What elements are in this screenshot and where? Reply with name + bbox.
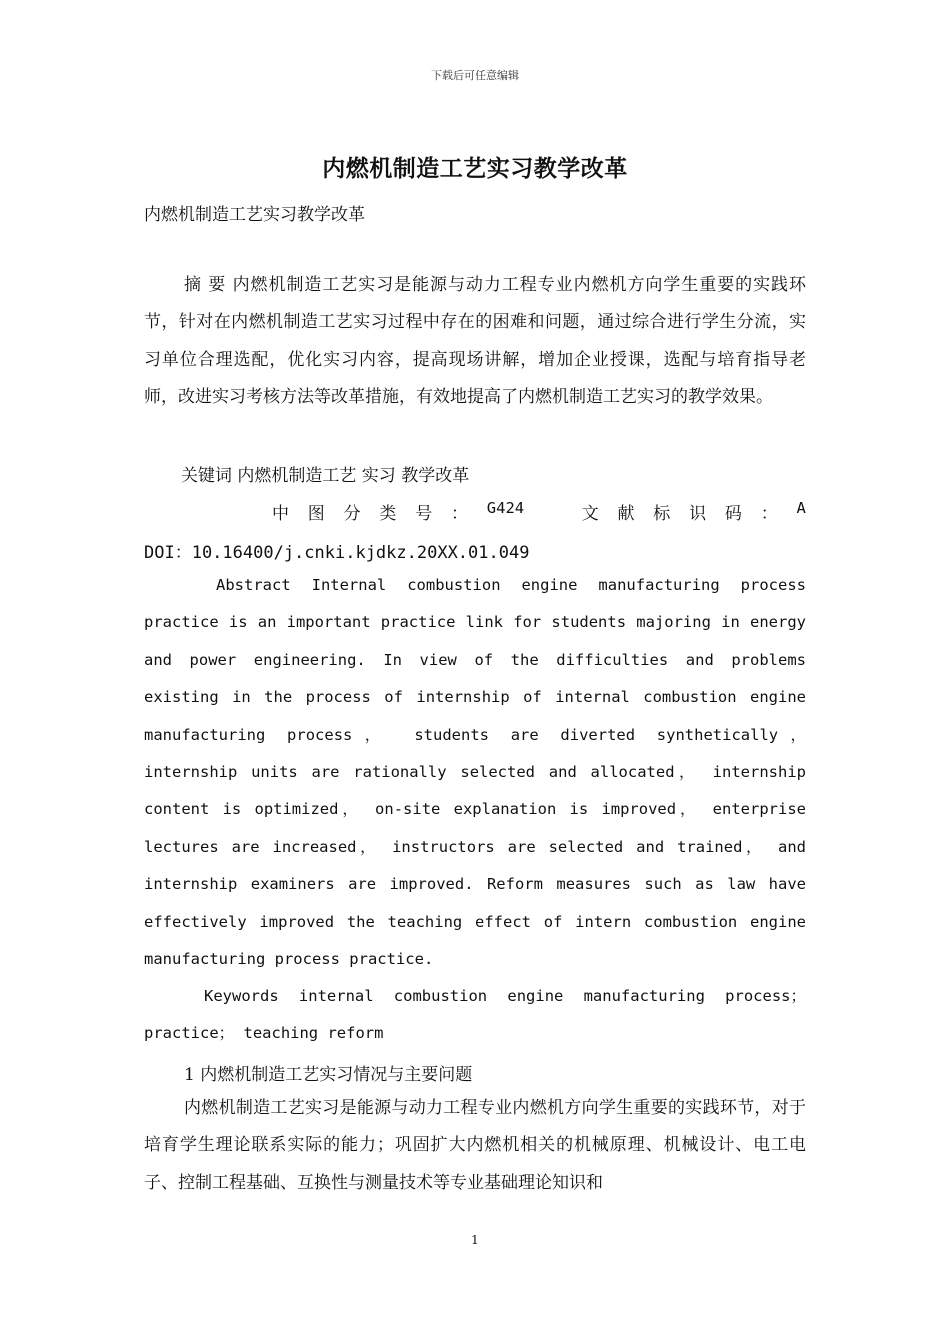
doc-char: 码 [724, 504, 742, 524]
clc-char: 图 [307, 504, 325, 524]
clc-char: 分 [343, 504, 361, 524]
doi: DOI：10.16400/j.cnki.kjdkz.20XX.01.049 [144, 543, 530, 563]
abstract-en-label: Abstract [216, 576, 291, 594]
section-body-text: 内燃机制造工艺实习是能源与动力工程专业内燃机方向学生重要的实践环节，对于培育学生理论联系实际的能力；巩固扩大内燃机相关的机械原理、机械设计、电工电子、控制工程基础、互换性与测量技术等专业基础理论知识和 [144, 1098, 806, 1193]
section-body [144, 1090, 806, 1202]
keywords-en-label: Keywords [204, 987, 279, 1005]
section-heading: 1 内燃机制造工艺实习情况与主要问题 [184, 1065, 473, 1085]
doc-char: 文 [581, 504, 599, 524]
abstract-en-text: Internal combustion engine manufacturing process practice is an important practice link for students majoring in energy and power engineering. In view of the difficulties and problems existing in the process of internship of internal combustion engine manufacturing process， students are diverted synthetically， internship units are rationally selected and allocated， internship content is optimized， on-site explanation is improved， enterprise lectures are increased， instructors are selected and trained， and internship examiners are improved. Reform measures such as law have effectively improved the teaching effect of intern combustion engine manufacturing process practice. [144, 576, 806, 969]
abstract-zh [144, 267, 806, 417]
doc-value: A [796, 499, 806, 517]
abstract-zh-text: 内燃机制造工艺实习是能源与动力工程专业内燃机方向学生重要的实践环节，针对在内燃机制造工艺实习过程中存在的困难和问题，通过综合进行学生分流，实习单位合理选配，优化实习内容，提高现场讲解，增加企业授课，选配与培育指导老师，改进实习考核方法等改革措施，有效地提高了内燃机制造工艺实习的教学效果。 [144, 275, 807, 408]
classification-line [272, 499, 806, 524]
abstract-zh-label: 摘 要 [184, 275, 227, 295]
doc-char: 献 [617, 504, 635, 524]
page-number: 1 [471, 1233, 479, 1247]
doc-char: 识 [689, 504, 707, 524]
keywords-zh-text: 内燃机制造工艺 实习 教学改革 [237, 466, 470, 486]
keywords-en-text: internal combustion engine manufacturing process； practice； teaching reform [144, 987, 806, 1043]
clc-value: G424 [486, 499, 525, 517]
clc-char: 中 [272, 504, 289, 524]
clc-char: 类 [379, 504, 397, 524]
document-subtitle: 内燃机制造工艺实习教学改革 [144, 205, 365, 225]
keywords-zh [144, 461, 806, 486]
clc-char: 号 [415, 504, 433, 524]
clc-char: ： [450, 504, 468, 524]
keywords-zh-label: 关键词 [181, 466, 232, 486]
page-header-note: 下载后可任意编辑 [431, 69, 519, 82]
keywords-en [144, 978, 806, 1053]
doc-char: 标 [653, 504, 671, 524]
abstract-en [144, 567, 806, 978]
doc-char: ： [760, 504, 778, 524]
document-title: 内燃机制造工艺实习教学改革 [322, 155, 628, 182]
